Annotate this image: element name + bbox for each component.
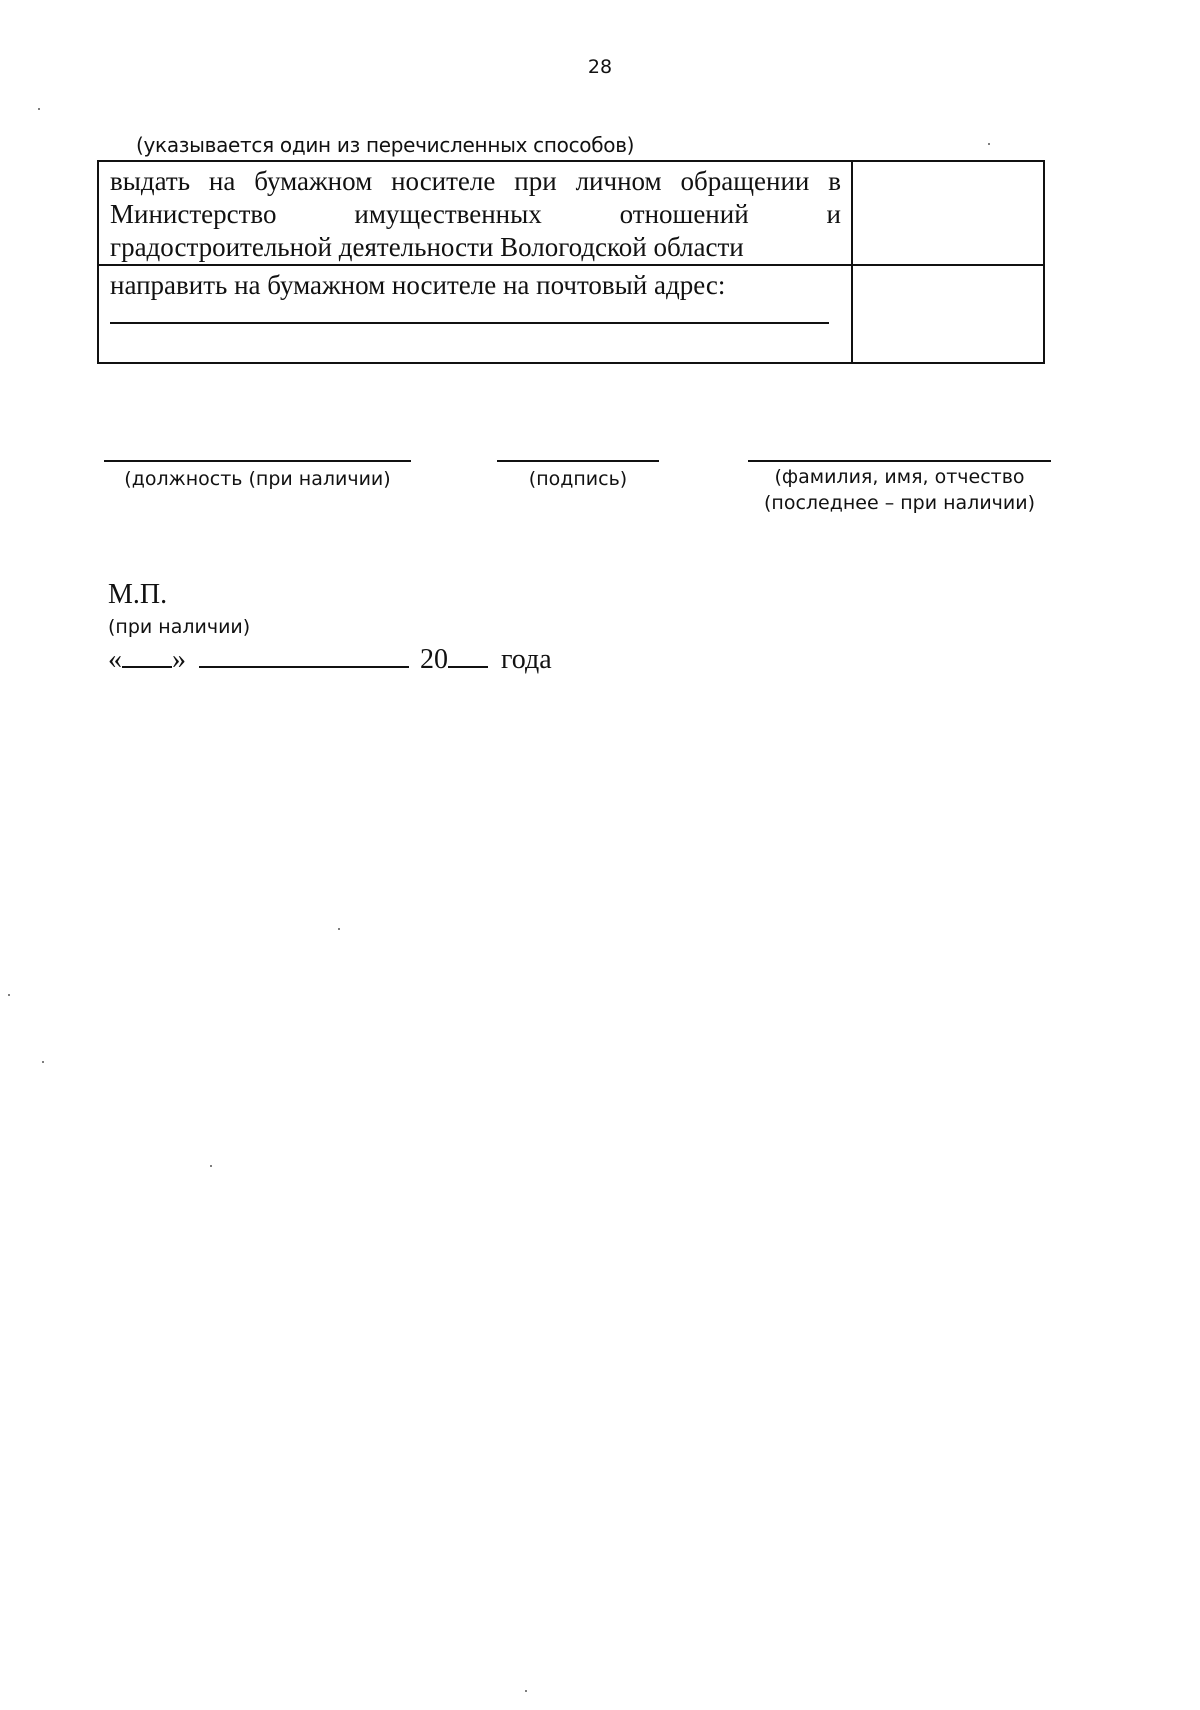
option-in-person-checkbox-cell[interactable] (852, 161, 1044, 265)
year-blank[interactable] (448, 642, 488, 668)
full-name-label-line1: (фамилия, имя, отчество (774, 466, 1025, 488)
delivery-options-table (97, 160, 1045, 364)
date-close-quote: » (172, 644, 186, 675)
scan-speck (338, 928, 340, 930)
option-text-cell (98, 265, 852, 363)
page-number: 28 (587, 56, 613, 78)
year-prefix: 20 (420, 644, 448, 675)
option-mail-text: направить на бумажном носителе на почтовый адрес: (110, 270, 726, 300)
position-signature-line[interactable] (104, 460, 411, 462)
option-in-person-text: выдать на бумажном носителе при личном обращении в Министерство имущественных отношений и градостроительной деятельности Вологодской области (110, 166, 841, 262)
signature-label: (подпись) (528, 468, 628, 490)
scan-speck (525, 1690, 527, 1692)
month-blank[interactable] (199, 642, 409, 668)
scan-speck (42, 1061, 44, 1063)
position-label: (должность (при наличии) (124, 468, 391, 490)
scan-speck (988, 143, 990, 145)
option-mail-checkbox-cell[interactable] (852, 265, 1044, 363)
stamp-label: М.П. (108, 579, 168, 610)
stamp-note: (при наличии) (108, 616, 251, 638)
full-name-label-line2: (последнее – при наличии) (763, 492, 1036, 514)
scan-speck (210, 1165, 212, 1167)
signature-line[interactable] (497, 460, 659, 462)
option-row-in-person (98, 161, 1044, 265)
day-blank[interactable] (122, 642, 172, 668)
date-row (108, 642, 552, 676)
option-row-mail (98, 265, 1044, 363)
scan-speck (38, 108, 40, 110)
date-open-quote: « (108, 644, 122, 675)
year-suffix: года (501, 644, 552, 675)
scan-speck (8, 994, 10, 996)
option-text-cell (98, 161, 852, 265)
full-name-label (748, 464, 1051, 516)
options-note: (указывается один из перечисленных способов) (136, 133, 635, 157)
postal-address-field[interactable] (110, 312, 829, 324)
full-name-signature-line[interactable] (748, 460, 1051, 462)
